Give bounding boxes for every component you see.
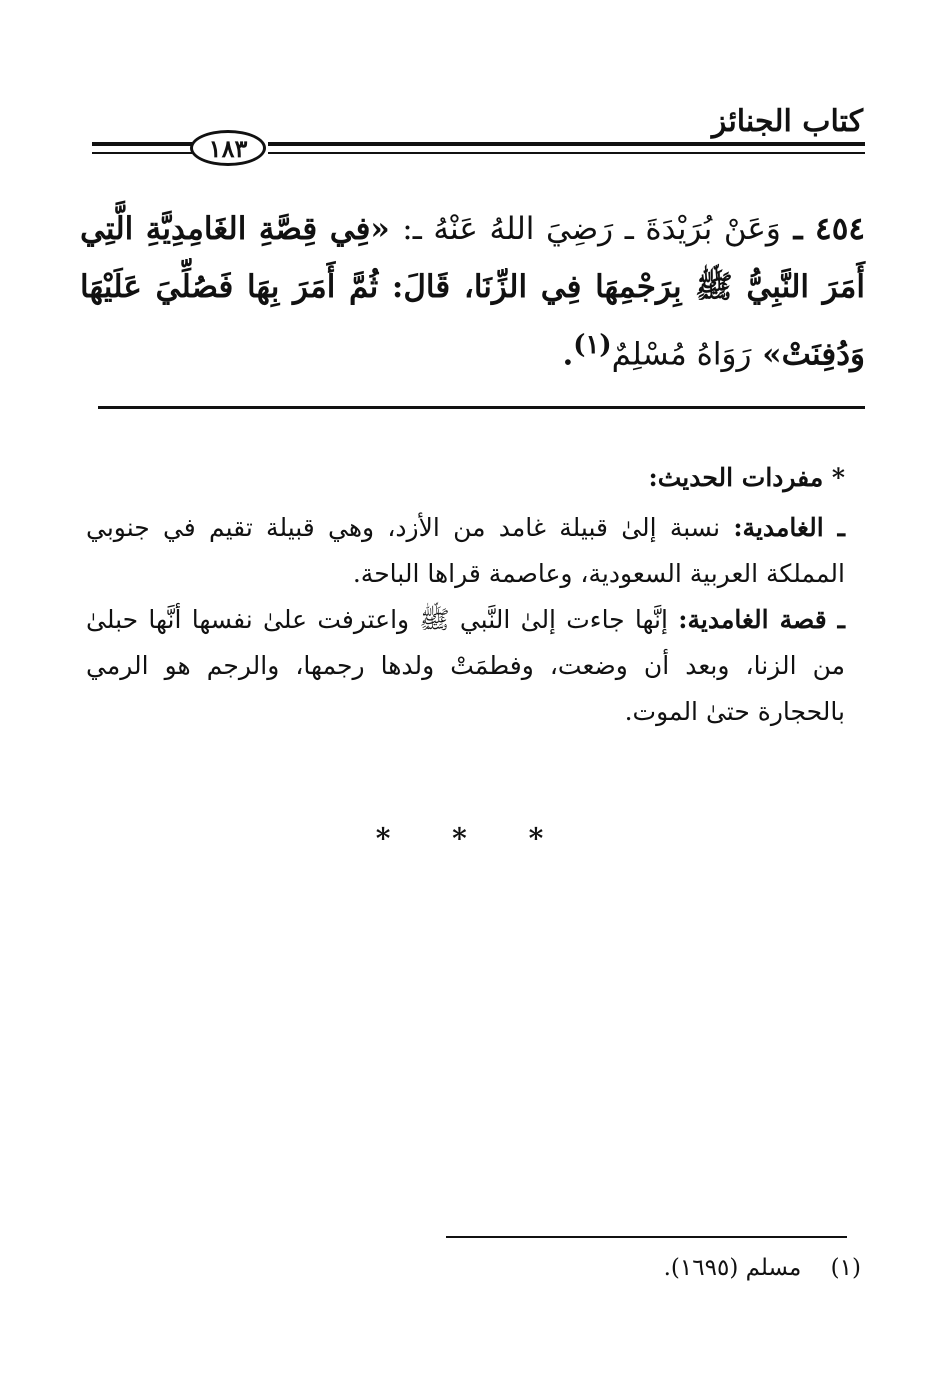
section-separator-stars: * * * xyxy=(375,822,570,855)
footnote-reference: (١) xyxy=(573,330,612,360)
footnote-mark: (١) xyxy=(830,1255,861,1281)
header-rule xyxy=(92,142,192,154)
vocabulary-heading: * مفردات الحديث: xyxy=(648,463,845,492)
footnote xyxy=(664,1252,861,1284)
footnote-rule xyxy=(446,1236,847,1238)
hadith-number: ٤٥٤ ـ xyxy=(793,211,865,247)
book-title: كتاب الجنائز xyxy=(711,104,863,139)
header-rule xyxy=(268,142,865,154)
hadith-end: . xyxy=(562,336,574,373)
section-divider xyxy=(98,406,865,409)
vocabulary-section xyxy=(86,455,845,735)
hadith-paragraph xyxy=(80,200,865,383)
hadith-narrator: وَعَنْ بُرَيْدَةَ ـ رَضِيَ اللهُ عَنْهُ ـ: xyxy=(402,211,781,247)
vocabulary-entry xyxy=(86,505,845,597)
vocabulary-term: ـ قصة الغامدية: xyxy=(678,605,845,634)
vocabulary-definition: إنَّها جاءت إلىٰ النَّبي ﷺ واعترفت علىٰ نفسها أنَّها حبلىٰ من الزنا، وبعد أن وضعت، وفطمَتْ ولدها رجمها، والرجم هو الرمي بالحجارة حتىٰ الموت. xyxy=(86,605,845,726)
hadith-text: «فِي قِصَّةِ الغَامِدِيَّةِ الَّتِي أَمَرَ النَّبِيُّ ﷺ بِرَجْمِهَا فِي الزِّنَا، قَالَ: ثُمَّ أَمَرَ بِهَا فَصُلِّيَ عَلَيْهَا وَدُفِنَتْ» xyxy=(80,211,865,373)
hadith-block xyxy=(80,200,865,383)
vocabulary-definition: نسبة إلىٰ قبيلة غامد من الأزد، وهي قبيلة تقيم في جنوبي المملكة العربية السعودية، وعاصمة قراها الباحة. xyxy=(86,513,845,588)
hadith-source: رَوَاهُ مُسْلِمٌ xyxy=(611,336,752,373)
footnote-text: مسلم (١٦٩٥). xyxy=(663,1255,802,1281)
vocabulary-entry xyxy=(86,597,845,735)
vocabulary-term: ـ الغامدية: xyxy=(733,513,846,542)
page-number: ١٨٣ xyxy=(190,130,266,166)
